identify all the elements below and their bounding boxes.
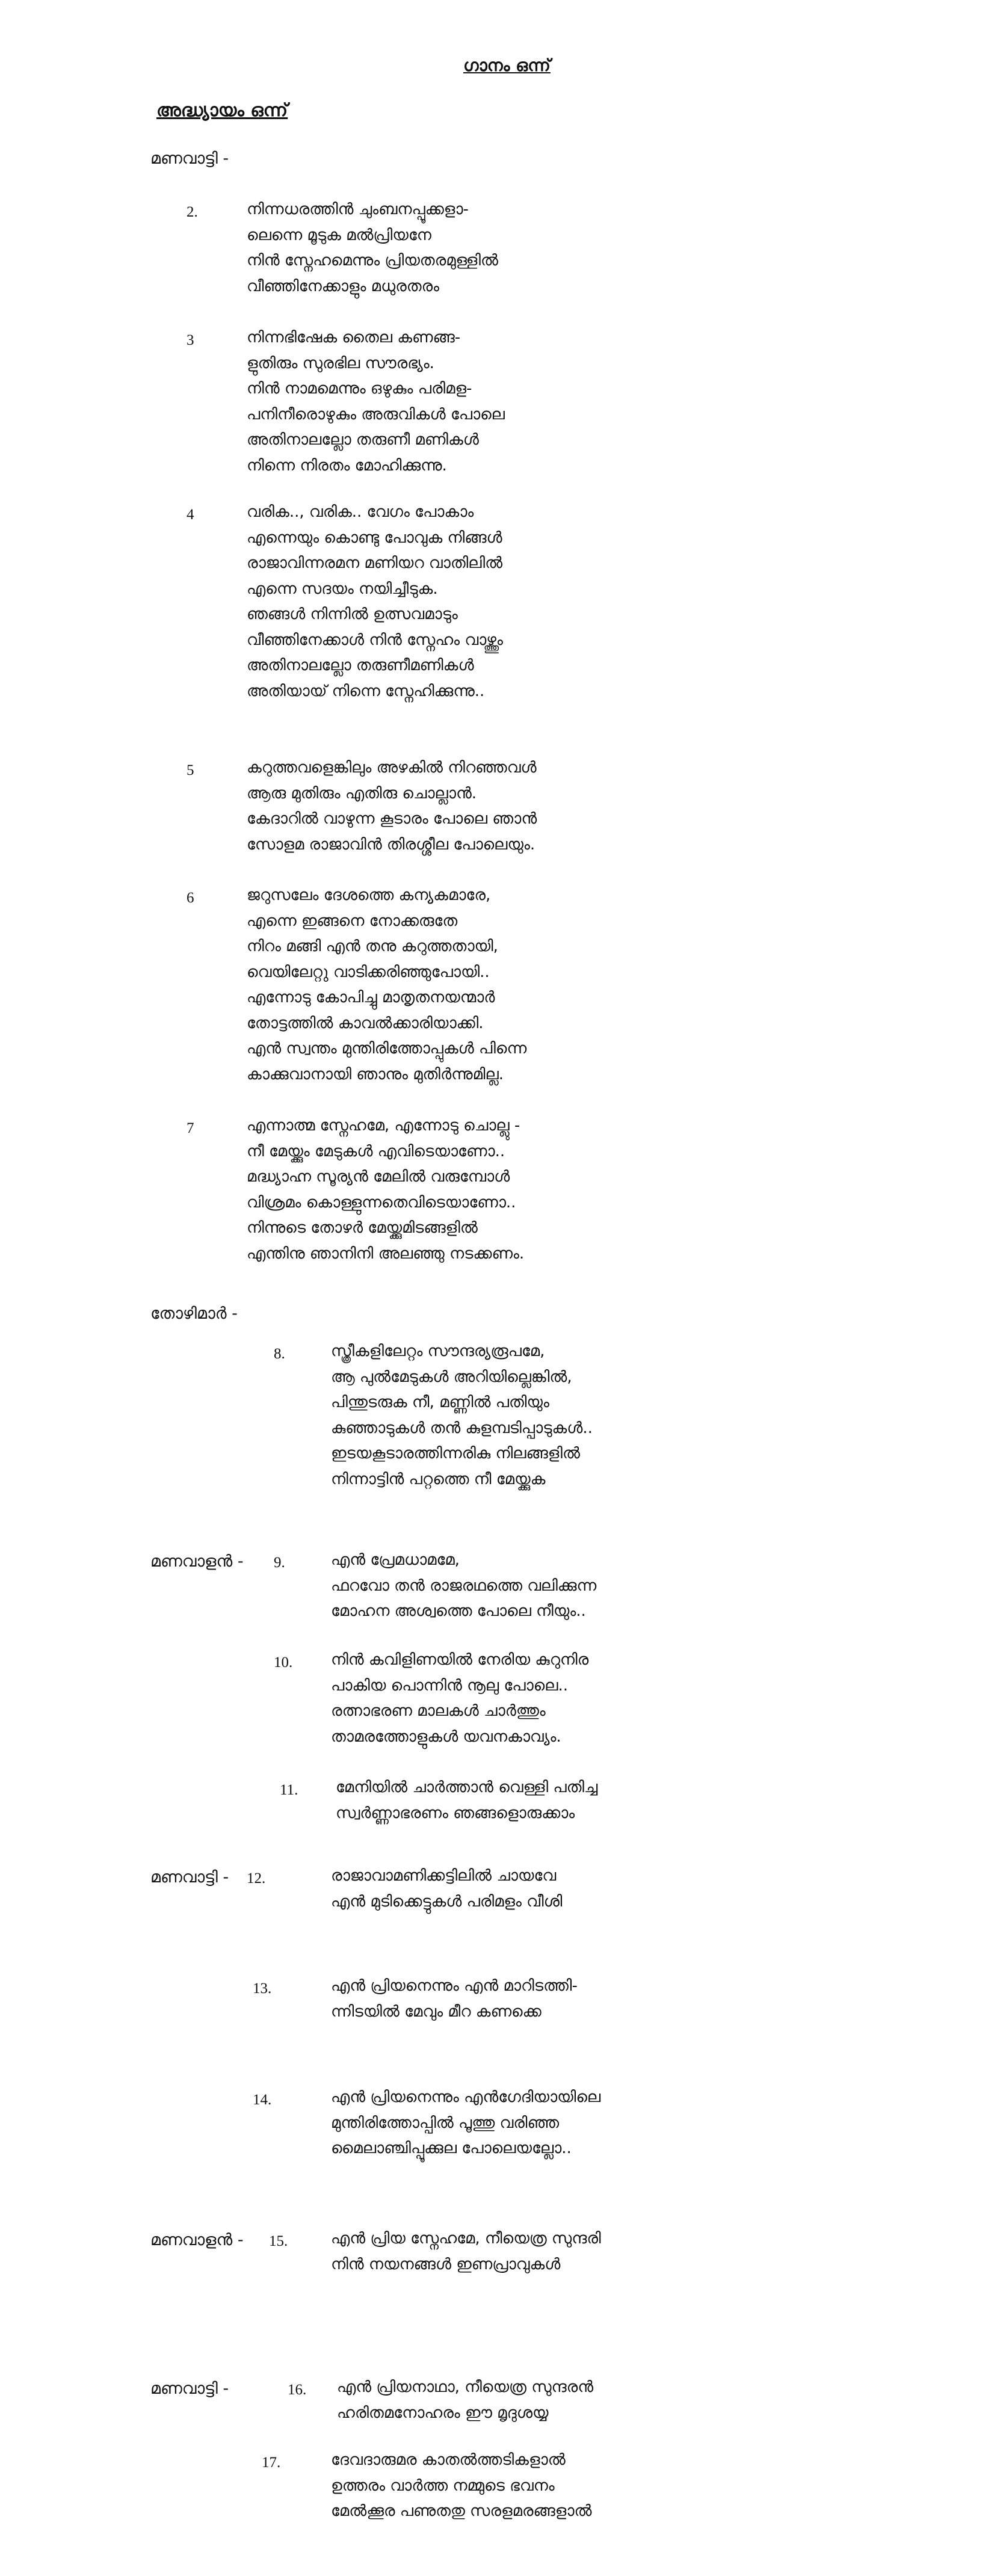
- verse-line: മദ്ധ്യാഹ്ന സൂര്യൻ മേലിൽ വരുമ്പോൾ: [247, 1168, 510, 1186]
- verse-line: ഞങ്ങൾ നിന്നിൽ ഉത്സവമാടും: [247, 605, 458, 623]
- verse-text: [331, 2226, 601, 2277]
- verse-line: സ്വർണ്ണാഭരണം ഞങ്ങളൊരുക്കാം: [336, 1804, 575, 1822]
- verse-number: 7: [187, 1120, 194, 1136]
- verse-line: നിൻ നയനങ്ങൾ ഇണപ്രാവുകൾ: [331, 2255, 561, 2273]
- verse-text: [247, 1113, 524, 1266]
- verse-line: അതിയായ് നിന്നെ സ്നേഹിക്കുന്നു..: [247, 682, 485, 700]
- verse-line: എന്നാത്മ സ്നേഹമേ, എന്നോടു ചൊല്ലു -: [247, 1117, 520, 1135]
- verse-text: [331, 1339, 593, 1492]
- verse-line: രത്നാഭരണ മാലകൾ ചാർത്തും: [331, 1702, 546, 1720]
- verse-line: കുഞ്ഞാടുകൾ തൻ കുളമ്പടിപ്പാടുകൾ..: [331, 1419, 593, 1437]
- verse-number: 13.: [253, 1980, 272, 1997]
- verse-line: തോട്ടത്തിൽ കാവൽക്കാരിയാക്കി.: [247, 1014, 484, 1032]
- verse-line: രാജാവാമണിക്കട്ടിലിൽ ചായവേ: [331, 1867, 557, 1885]
- verse-line: നിന്നധരത്തിൻ ചുംബനപ്പൂക്കളാ-: [247, 200, 469, 218]
- verse-line: എൻ പ്രിയ സ്നേഹമേ, നീയെത്ര സുന്ദരി: [331, 2229, 601, 2248]
- verse-line: വരിക.., വരിക.. വേഗം പോകാം: [247, 503, 474, 521]
- verse-number: 5: [187, 762, 194, 778]
- verse-line: എന്നെയും കൊണ്ടു പോവുക നിങ്ങൾ: [247, 528, 502, 547]
- speaker-label: മണവാട്ടി -: [150, 2379, 229, 2398]
- verse-line: എന്തിനു ഞാനിനി അലഞ്ഞു നടക്കണം.: [247, 1244, 525, 1263]
- verse-number: 9.: [274, 1555, 285, 1571]
- verse-line: മൈലാഞ്ചിപ്പൂക്കുല പോലെയല്ലോ..: [331, 2139, 572, 2157]
- verse-text: [247, 883, 526, 1087]
- verse-line: വിശ്രമം കൊള്ളുന്നതെവിടെയാണോ..: [247, 1193, 516, 1212]
- verse-text: [331, 1647, 588, 1749]
- verse-number: 17.: [262, 2454, 281, 2471]
- verse-text: [331, 1547, 596, 1624]
- verse-number: 10.: [274, 1654, 293, 1671]
- verse-number: 15.: [269, 2233, 288, 2249]
- verse-number: 14.: [253, 2092, 272, 2108]
- verse-line: ദേവദാരുമര കാതൽത്തടികളാൽ: [331, 2451, 566, 2469]
- verse-line: ആരു മുതിരും എതിരു ചൊല്ലാൻ.: [247, 784, 477, 803]
- verse-text: [337, 2374, 593, 2426]
- verse-text: [331, 2447, 591, 2524]
- verse-text: [331, 1973, 578, 2024]
- verse-line: പനിനീരൊഴുകും അരുവികൾ പോലെ: [247, 405, 505, 424]
- verse-line: പാകിയ പൊന്നിൻ നൂലു പോലെ..: [331, 1676, 568, 1695]
- verse-line: അതിനാലല്ലോ തരുണീമണികൾ: [247, 656, 474, 674]
- verse-line: കാക്കുവാനായി ഞാനും മുതിർന്നുമില്ല.: [247, 1065, 504, 1083]
- speaker-label: തോഴിമാർ -: [150, 1304, 238, 1323]
- verse-line: എൻ മുടിക്കെട്ടുകൾ പരിമളം വീശി: [331, 1892, 563, 1911]
- verse-line: വീഞ്ഞിനേക്കാളും മധുരതരം: [247, 277, 440, 295]
- verse-number: 11.: [280, 1782, 298, 1798]
- verse-line: ആ പുൽമേടുകൾ അറിയില്ലെങ്കിൽ,: [331, 1367, 572, 1386]
- page-title: ഗാനം ഒന്ന്: [463, 55, 551, 75]
- verse-line: പിന്തുടരുക നീ, മണ്ണിൽ പതിയും: [331, 1393, 549, 1411]
- verse-line: മേൽക്കൂര പണുതതു സരളമരങ്ങളാൽ: [331, 2502, 592, 2520]
- verse-line: താമരത്തോളുകൾ യവനകാവ്യം.: [331, 1727, 561, 1746]
- verse-line: മോഹന അശ്വത്തെ പോലെ നീയും..: [331, 1602, 586, 1620]
- verse-line: സോളമ രാജാവിൻ തിരശ്ശീല പോലെയും.: [247, 835, 535, 854]
- verse-line: എന്നോടു കോപിച്ചു മാതൃതനയന്മാർ: [247, 988, 495, 1006]
- speaker-label: മണവാട്ടി -: [150, 149, 229, 168]
- verse-line: വെയിലേറ്റു വാടിക്കരിഞ്ഞുപോയി..: [247, 963, 490, 981]
- verse-line: അതിനാലല്ലോ തരുണീ മണികൾ: [247, 431, 479, 449]
- speaker-label: മണവാളൻ -: [150, 1552, 244, 1571]
- verse-number: 4: [187, 507, 194, 523]
- speaker-label: മണവാളൻ -: [150, 2231, 244, 2249]
- verse-line: കറുത്തവളെങ്കിലും അഴകിൽ നിറഞ്ഞവൾ: [247, 759, 537, 777]
- verse-line: കേദാറിൽ വാഴുന്ന കൂടാരം പോലെ ഞാൻ: [247, 810, 537, 828]
- verse-line: എൻ പ്രേമധാമമേ,: [331, 1551, 460, 1569]
- verse-line: നിന്നഭിഷേക തൈല കണങ്ങ-: [247, 328, 461, 347]
- verse-line: നിന്നാട്ടിൻ പറ്റത്തെ നീ മേയ്ക്കുക: [331, 1470, 546, 1488]
- verse-line: നിന്നുടെ തോഴർ മേയ്ക്കുമിടങ്ങളിൽ: [247, 1219, 478, 1237]
- verse-line: നീ മേയ്ക്കും മേടുകൾ എവിടെയാണോ..: [247, 1142, 505, 1160]
- verse-line: എൻ പ്രിയനെന്നും എൻഗേദിയായിലെ: [331, 2088, 601, 2106]
- verse-text: [247, 755, 537, 857]
- verse-number: 12.: [247, 1870, 266, 1887]
- verse-line: ഹരിതമനോഹരം ഈ മൃദുശയ്യ: [337, 2403, 549, 2422]
- verse-line: നിൻ സ്നേഹമെന്നും പ്രിയതരമുള്ളിൽ: [247, 251, 498, 270]
- verse-number: 8.: [274, 1346, 285, 1362]
- verse-line: ഉത്തരം വാർത്ത നമ്മുടെ ഭവനം: [331, 2476, 555, 2495]
- verse-line: എന്നെ സദയം നയിച്ചീടുക.: [247, 579, 438, 598]
- chapter-heading: അദ്ധ്യായം ഒന്ന്: [156, 100, 288, 121]
- verse-text: [247, 325, 505, 478]
- verse-number: 6: [187, 890, 194, 906]
- verse-line: എൻ സ്വന്തം മുന്തിരിത്തോപ്പുകൾ പിന്നെ: [247, 1040, 527, 1058]
- verse-line: ന്നിടയിൽ മേവും മീറ കണക്കെ: [331, 2002, 542, 2021]
- verse-text: [247, 197, 498, 299]
- verse-line: മേനിയിൽ ചാർത്താൻ വെള്ളി പതിച്ച: [336, 1778, 598, 1796]
- verse-number: 16.: [288, 2382, 307, 2398]
- verse-line: എൻ പ്രിയനാഥാ, നീയെത്ര സുന്ദരൻ: [337, 2378, 594, 2396]
- verse-line: ഇടയകൂടാരത്തിന്നരികു നിലങ്ങളിൽ: [331, 1444, 580, 1462]
- verse-line: മുന്തിരിത്തോപ്പിൽ പൂത്തു വരിഞ്ഞ: [331, 2113, 560, 2132]
- verse-line: നിന്നെ നിരതം മോഹിക്കുന്നു.: [247, 456, 447, 475]
- verse-number: 2.: [187, 204, 198, 220]
- speaker-label: മണവാട്ടി -: [150, 1868, 229, 1887]
- verse-line: നിറം മങ്ങി എൻ തനു കറുത്തതായി,: [247, 937, 498, 955]
- verse-text: [247, 499, 503, 704]
- verse-text: [331, 2085, 600, 2162]
- verse-line: നിൻ കവിളിണയിൽ നേരിയ കുറുനിര: [331, 1651, 589, 1669]
- verse-line: ളുതിരും സുരഭില സൗരഭ്യം.: [247, 354, 434, 372]
- verse-line: സ്ത്രീകളിലേറ്റം സൗന്ദര്യരൂപമേ,: [331, 1342, 545, 1360]
- verse-number: 3: [187, 332, 194, 348]
- verse-line: എന്നെ ഇങ്ങനെ നോക്കരുതേ: [247, 911, 458, 930]
- verse-line: ജറുസലേം ദേശത്തെ കന്യകമാരേ,: [247, 886, 491, 904]
- verse-line: ലെന്നെ മൂടുക മൽപ്രിയനേ: [247, 226, 431, 244]
- verse-line: ഫറവോ തൻ രാജരഥത്തെ വലിക്കുന്ന: [331, 1576, 597, 1595]
- verse-line: രാജാവിന്നരമന മണിയറ വാതിലിൽ: [247, 554, 503, 572]
- verse-text: [336, 1775, 597, 1826]
- verse-text: [331, 1863, 562, 1914]
- verse-line: വീഞ്ഞിനേക്കാൾ നിൻ സ്നേഹം വാഴ്ത്തും: [247, 630, 503, 649]
- verse-line: എൻ പ്രിയനെന്നും എൻ മാറിടത്തി-: [331, 1977, 578, 1995]
- verse-line: നിൻ നാമമെന്നും ഒഴുകും പരിമള-: [247, 380, 472, 398]
